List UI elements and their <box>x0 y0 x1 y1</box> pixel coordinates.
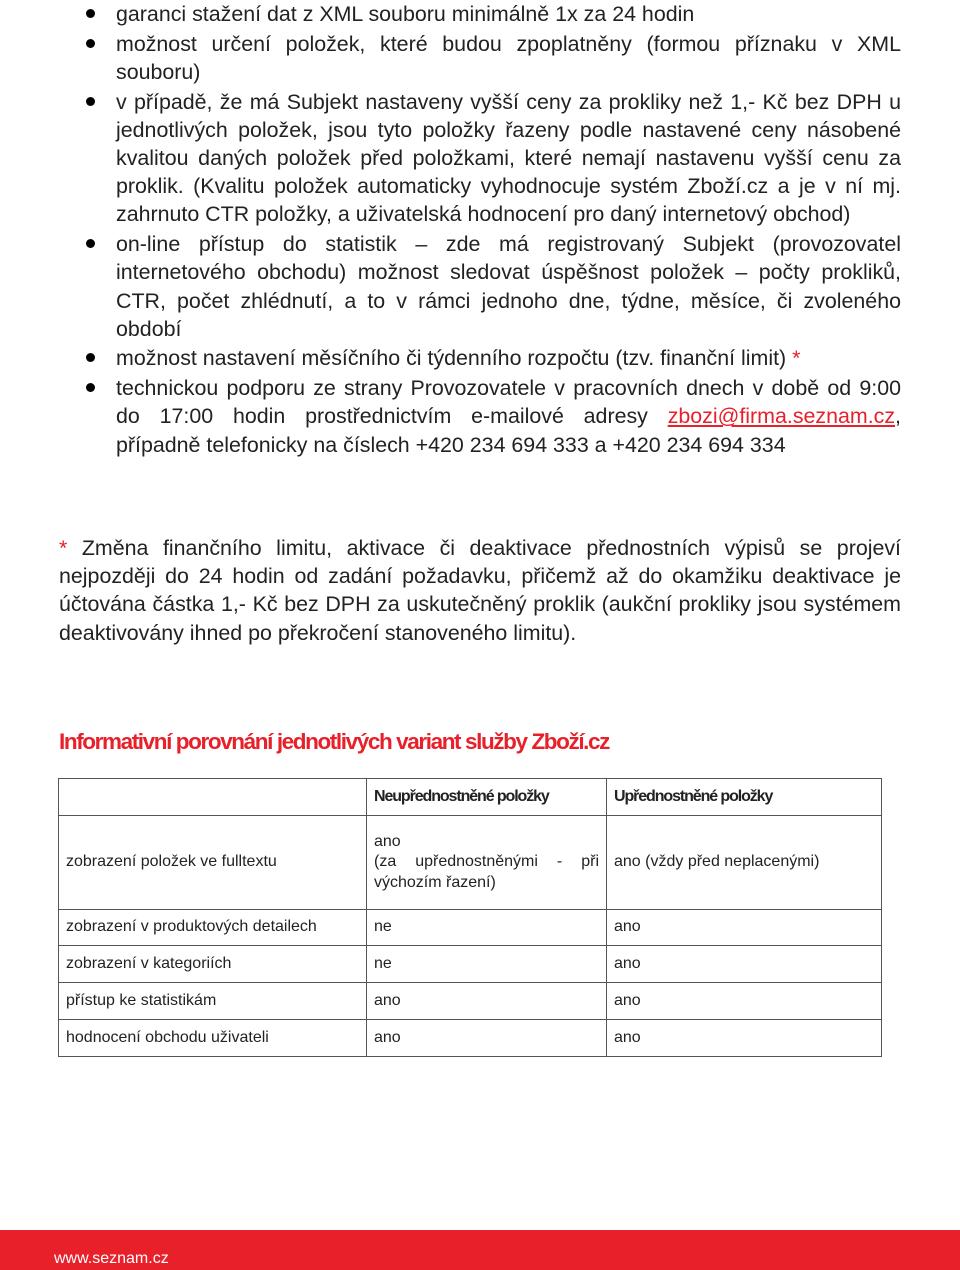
table-cell-feature: zobrazení v kategoriích <box>59 946 367 983</box>
table-cell-preferred: ano <box>607 946 882 983</box>
bullet-icon <box>86 353 95 362</box>
limit-change-note <box>59 534 901 647</box>
table-row <box>59 1020 882 1057</box>
note-asterisk: * <box>59 536 68 560</box>
section-title: Informativní porovnání jednotlivých variant služby Zboží.cz <box>59 729 609 754</box>
table-cell-preferred: ano <box>607 910 882 946</box>
list-item-text: možnost určení položek, které budou zpoplatněny (formou příznaku v XML souboru) <box>116 31 901 84</box>
list-item-text: možnost nastavení měsíčního či týdenního rozpočtu (tzv. finanční limit) <box>116 346 787 371</box>
note-text: Změna finančního limitu, aktivace či deaktivace přednostních výpisů se projeví nejpozději do 24 hodin od zadání požadavku, přičemž až do okamžiku deaktivace je účtována částka 1,- Kč bez DPH za uskutečněný proklik (aukční prokliky jsou systémem deaktivovány ihned po překročení stanoveného limitu). <box>59 536 901 645</box>
table-cell-non-preferred: ano <box>367 1020 607 1057</box>
table-header-empty <box>59 779 367 816</box>
bullet-icon <box>86 239 95 248</box>
table-header-row <box>59 779 882 816</box>
cell-note: (za upřednostněnými - při výchozím řazení) <box>374 853 599 891</box>
table-cell-feature: hodnocení obchodu uživateli <box>59 1020 367 1057</box>
table-cell-feature: zobrazení v produktových detailech <box>59 910 367 946</box>
bullet-icon <box>86 383 95 392</box>
list-item <box>116 374 901 459</box>
list-item <box>116 230 901 343</box>
table-row <box>59 946 882 983</box>
table-cell-feature: zobrazení položek ve fulltextu <box>59 816 367 910</box>
cell-value: ano <box>374 832 401 850</box>
list-item-text: garanci stažení dat z XML souboru minimálně 1x za 24 hodin <box>116 2 695 26</box>
bullet-icon <box>86 9 95 18</box>
table-row <box>59 910 882 946</box>
list-item-text-after: , případně telefonicky na číslech +420 234 694 333 a +420 234 694 334 <box>116 404 901 457</box>
bullet-icon <box>86 39 95 48</box>
table-cell-preferred: ano <box>607 983 882 1020</box>
table-cell-non-preferred: ano <box>367 983 607 1020</box>
table-cell-feature: přístup ke statistikám <box>59 983 367 1020</box>
list-item-text: on-line přístup do statistik – zde má registrovaný Subjekt (provozovatel internetového obchodu) možnost sledovat úspěšnost položek – počty prokliků, CTR, počet zhlédnutí, a to v rámci jednoho dne, týdne, měsíce, či zvoleného období <box>116 232 901 341</box>
table-cell-preferred: ano (vždy před neplacenými) <box>607 816 882 910</box>
table-cell-non-preferred: ne <box>367 946 607 983</box>
list-item <box>116 344 901 372</box>
table-cell-non-preferred <box>367 816 607 910</box>
bullet-icon <box>86 97 95 106</box>
asterisk-marker: * <box>786 346 801 371</box>
footer-url[interactable]: www.seznam.cz <box>54 1250 169 1267</box>
table-header-non-preferred: Neupřednostněné položky <box>367 779 607 816</box>
support-email-link[interactable]: zbozi@firma.seznam.cz <box>667 404 896 429</box>
list-item <box>116 0 901 28</box>
comparison-table <box>58 778 882 1057</box>
table-row <box>59 816 882 910</box>
table-cell-non-preferred: ne <box>367 910 607 946</box>
list-item-text: v případě, že má Subjekt nastaveny vyšší ceny za prokliky než 1,- Kč bez DPH u jednotlivých položek, jsou tyto položky řazeny podle nastavené ceny násobené kvalitou daných položek před položkami, které nemají nastavenu vyšší cenu za proklik. (Kvalitu položek automaticky vyhodnocuje systém Zboží.cz a je v ní mj. zahrnuto CTR položky, a uživatelská hodnocení pro daný internetový obchod) <box>116 89 901 227</box>
list-item <box>116 88 901 229</box>
list-item <box>116 30 901 86</box>
list-item-text: technickou podporu ze strany Provozovatele v pracovních dnech v době od 9:00 do 17:00 hodin prostřednictvím e-mailové adresy <box>116 376 901 429</box>
table-header-preferred: Upřednostněné položky <box>607 779 882 816</box>
feature-list <box>116 0 901 460</box>
table-cell-preferred: ano <box>607 1020 882 1057</box>
table-row <box>59 983 882 1020</box>
